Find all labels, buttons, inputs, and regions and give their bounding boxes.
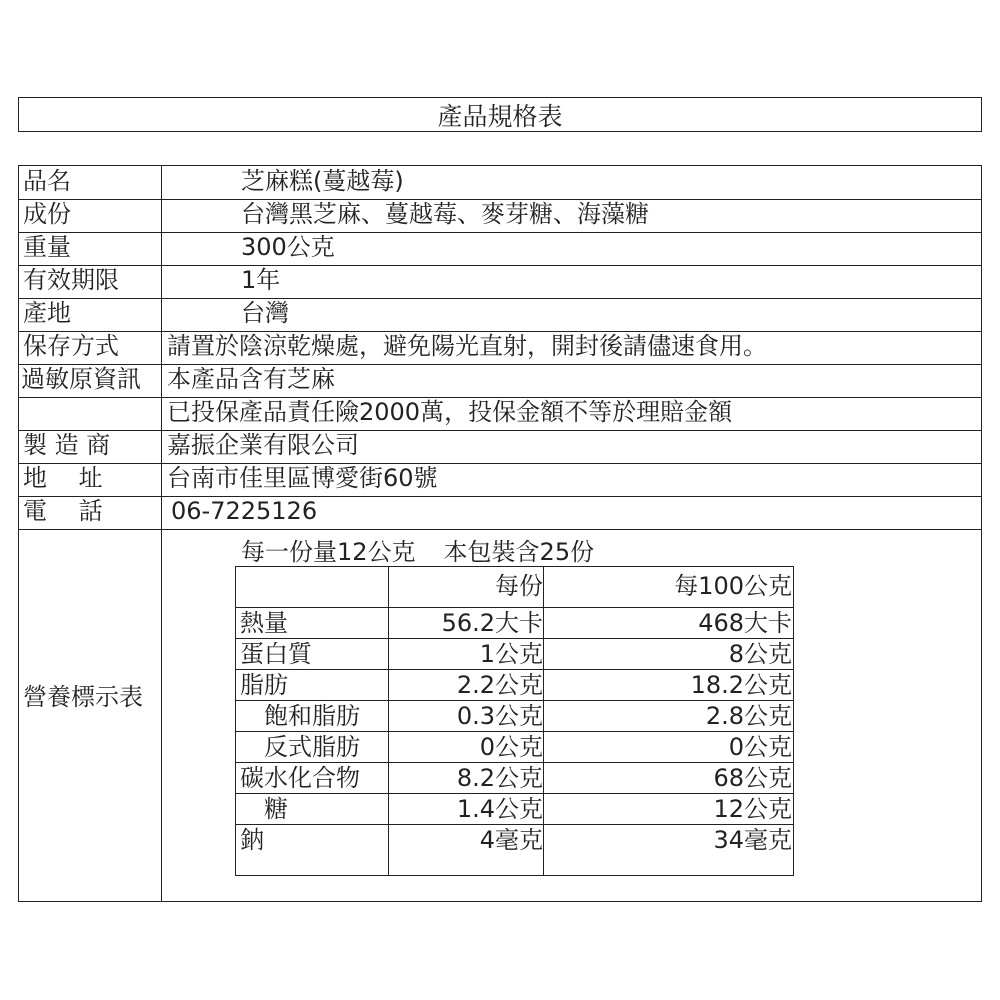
table-row — [236, 670, 793, 701]
nutrient-per-serving: 1.4公克 — [456, 795, 543, 823]
title-box — [18, 97, 982, 132]
nutrient-name: 反式脂肪 — [240, 733, 360, 761]
row-value-insurance: 已投保產品責任險2000萬，投保金額不等於理賠金額 — [167, 398, 733, 426]
spec-table — [18, 165, 982, 902]
nutrient-per-100g: 18.2公克 — [690, 671, 792, 699]
servings-per-package: 本包裝含25份 — [443, 538, 595, 566]
row-divider — [19, 529, 981, 530]
row-value-ingredients: 台灣黑芝麻、蔓越莓、麥芽糖、海藻糖 — [241, 200, 649, 228]
row-divider — [19, 298, 981, 299]
nutrient-per-serving: 0.3公克 — [456, 702, 543, 730]
nutrition-header-row — [236, 571, 793, 602]
nutrient-per-serving: 1公克 — [479, 640, 543, 668]
row-value-origin: 台灣 — [241, 299, 289, 327]
column-divider — [161, 166, 162, 901]
row-divider — [19, 430, 981, 431]
nutrient-name: 脂肪 — [240, 671, 288, 699]
header-per-100g: 每100公克 — [674, 572, 792, 600]
row-label-allergen: 過敏原資訊 — [21, 365, 141, 393]
row-value-storage: 請置於陰涼乾燥處，避免陽光直射，開封後請儘速食用。 — [167, 332, 767, 360]
table-row — [236, 639, 793, 670]
row-divider — [19, 364, 981, 365]
table-row — [236, 732, 793, 763]
row-value-allergen: 本產品含有芝麻 — [167, 365, 335, 393]
row-label-address: 地 址 — [23, 464, 103, 492]
nutrition-table — [235, 566, 794, 876]
row-value-shelf-life: 1年 — [241, 266, 281, 294]
table-row — [236, 825, 793, 856]
nutrient-per-100g: 468大卡 — [698, 609, 792, 637]
table-row — [236, 763, 793, 794]
nutrient-name: 糖 — [240, 795, 288, 823]
row-divider — [19, 232, 981, 233]
row-divider — [19, 265, 981, 266]
page-title: 產品規格表 — [437, 101, 563, 131]
nutrient-per-100g: 0公克 — [728, 733, 792, 761]
row-label-phone: 電 話 — [23, 497, 103, 525]
table-row — [236, 701, 793, 732]
nutrient-name: 碳水化合物 — [240, 764, 360, 792]
nutrient-name: 熱量 — [240, 609, 288, 637]
nutrient-per-100g: 34毫克 — [713, 826, 792, 854]
row-label-weight: 重量 — [23, 233, 71, 261]
nutrient-per-100g: 68公克 — [713, 764, 792, 792]
row-label-ingredients: 成份 — [23, 200, 71, 228]
serving-info — [241, 532, 622, 567]
row-label-storage: 保存方式 — [23, 332, 119, 360]
header-per-serving: 每份 — [495, 572, 543, 600]
nutrient-per-100g: 8公克 — [728, 640, 792, 668]
nutrient-per-100g: 12公克 — [713, 795, 792, 823]
row-value-name: 芝麻糕(蔓越莓) — [241, 167, 404, 195]
table-row — [236, 794, 793, 825]
row-divider — [19, 463, 981, 464]
nutrient-per-serving: 4毫克 — [479, 826, 543, 854]
nutrient-per-100g: 2.8公克 — [705, 702, 792, 730]
serving-size: 每一份量12公克 — [241, 538, 416, 566]
row-divider — [19, 496, 981, 497]
row-label-shelf-life: 有效期限 — [23, 266, 119, 294]
row-label-manufacturer: 製 造 商 — [23, 431, 111, 459]
row-value-weight: 300公克 — [241, 233, 335, 261]
row-label-name: 品名 — [23, 167, 71, 195]
row-value-phone: 06-7225126 — [171, 497, 318, 525]
row-value-manufacturer: 嘉振企業有限公司 — [167, 431, 359, 459]
nutrient-name: 鈉 — [240, 826, 264, 854]
nutrient-name: 飽和脂肪 — [240, 702, 360, 730]
nutrition-label: 營養標示表 — [23, 683, 143, 711]
row-label-origin: 產地 — [23, 299, 71, 327]
row-value-address: 台南市佳里區博愛街60號 — [167, 464, 438, 492]
table-row — [236, 608, 793, 639]
nutrient-per-serving: 8.2公克 — [456, 764, 543, 792]
nutrient-per-serving: 2.2公克 — [456, 671, 543, 699]
nutrient-name: 蛋白質 — [240, 640, 312, 668]
nutrient-per-serving: 0公克 — [479, 733, 543, 761]
nutrient-per-serving: 56.2大卡 — [441, 609, 543, 637]
